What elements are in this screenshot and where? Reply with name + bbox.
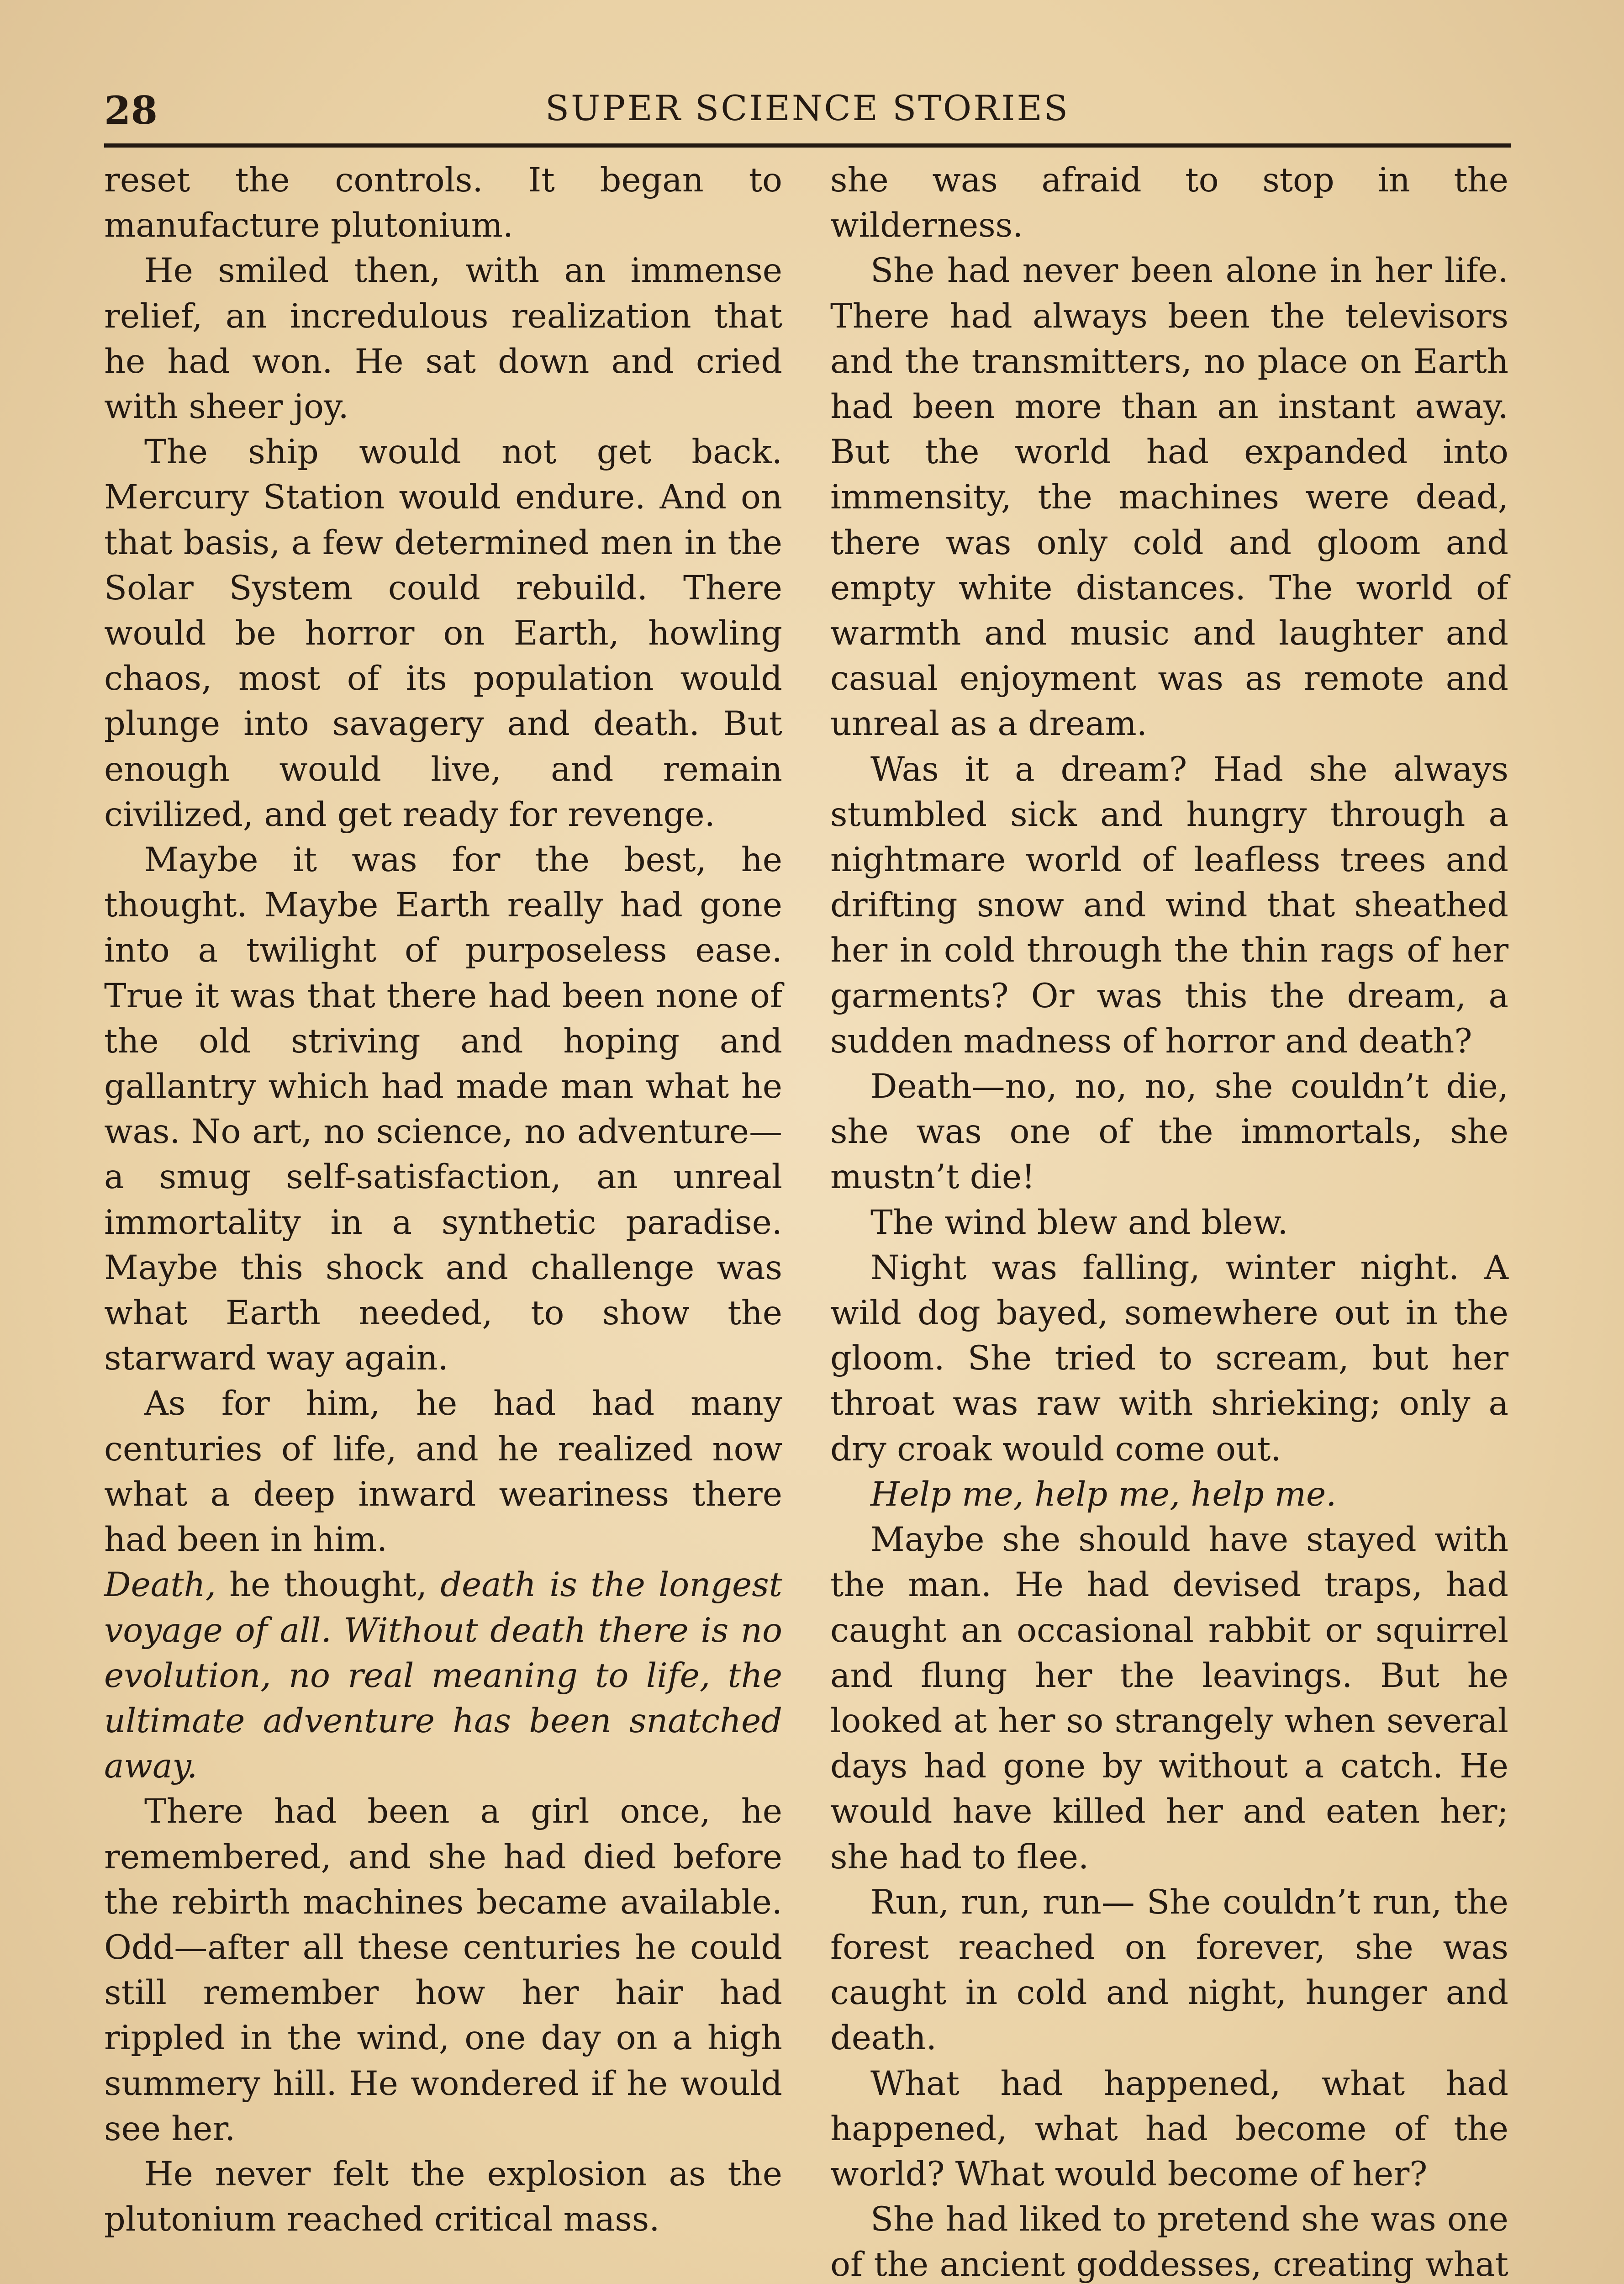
page-number: 28 <box>104 88 158 133</box>
italic-paragraph <box>830 1472 1508 1517</box>
left-column <box>104 158 782 2284</box>
italic-text: death is the longest voyage of all. Without death there is no evolution, no real meaning to life, the ultimate adventure has been snatched away. <box>104 1565 782 1786</box>
paragraph: Maybe it was for the best, he thought. Maybe Earth really had gone into a twilight of purposeless ease. True it was that there had been none of the old striving and hoping and gallantry which had made man what he was. No art, no science, no adventure—a smug self-satisfaction, an unreal immortality in a synthetic paradise. Maybe this shock and challenge was what Earth needed, to show the starward way again. <box>104 841 782 1378</box>
italic-paragraph <box>104 1562 782 1789</box>
paragraph: What had happened, what had happened, what had become of the world? What would become of her? <box>830 2064 1508 2194</box>
roman-text: he thought, <box>216 1565 441 1605</box>
paragraph: She had never been alone in her life. There had always been the televisors and the transmitters, no place on Earth had been more than an instant away. But the world had expanded into immensity, the machines were dead, there was only cold and gloom and empty white distances. The world of warmth and music and laughter and casual enjoyment was as remote and unreal as a dream. <box>830 251 1508 744</box>
paragraph: Death—no, no, no, she couldn’t die, she was one of the immortals, she mustn’t die! <box>830 1067 1508 1197</box>
paragraph: He smiled then, with an immense relief, an incredulous realization that he had won. He sat down and cried with sheer joy. <box>104 251 782 427</box>
running-title: SUPER SCIENCE STORIES <box>545 88 1070 128</box>
paragraph: As for him, he had had many centuries of life, and he realized now what a deep inward weariness there had been in him. <box>104 1384 782 1560</box>
paragraph: she was afraid to stop in the wilderness. <box>830 161 1508 245</box>
paragraph: She had liked to pretend she was one of the ancient goddesses, creating what <box>830 2200 1508 2284</box>
paragraph: Was it a dream? Had she always stumbled sick and hungry through a nightmare world of leafless trees and drifting snow and wind that sheathed her in cold through the thin rags of her garments? Or was this the dream, a sudden madness of horror and death? <box>830 750 1508 1061</box>
paragraph: He never felt the explosion as the plutonium reached critical mass. <box>104 2154 782 2239</box>
paragraph: Run, run, run— She couldn’t run, the forest reached on forever, she was caught in cold and night, hunger and death. <box>830 1882 1508 2058</box>
paragraph: The ship would not get back. Mercury Station would endure. And on that basis, a few determined men in the Solar System could rebuild. There would be horror on Earth, howling chaos, most of its population would plunge into savagery and death. But enough would live, and remain civilized, and get ready for revenge. <box>104 433 782 834</box>
header-rule <box>104 143 1511 148</box>
paragraph: There had been a girl once, he remembered, and she had died before the rebirth machines became available. Odd—after all these centuries he could still remember how her hair had rippled in the wind, one day on a high summery hill. He wondered if he would see her. <box>104 1792 782 2148</box>
paragraph: Maybe she should have stayed with the man. He had devised traps, had caught an occasional rabbit or squirrel and flung her the leavings. But he looked at her so strangely when several days had gone by without a catch. He would have killed her and eaten her; she had to flee. <box>830 1520 1508 1877</box>
italic-text: Help me, help me, help me. <box>870 1475 1337 1514</box>
right-column <box>830 158 1508 2284</box>
page-header <box>104 85 1511 140</box>
paragraph: The wind blew and blew. <box>870 1203 1288 1242</box>
paragraph: reset the controls. It began to manufacture plutonium. <box>104 161 782 245</box>
italic-text: Death, <box>104 1565 216 1605</box>
paragraph: Night was falling, winter night. A wild dog bayed, somewhere out in the gloom. She tried to scream, but her throat was raw with shrieking; only a dry croak would come out. <box>830 1248 1508 1469</box>
